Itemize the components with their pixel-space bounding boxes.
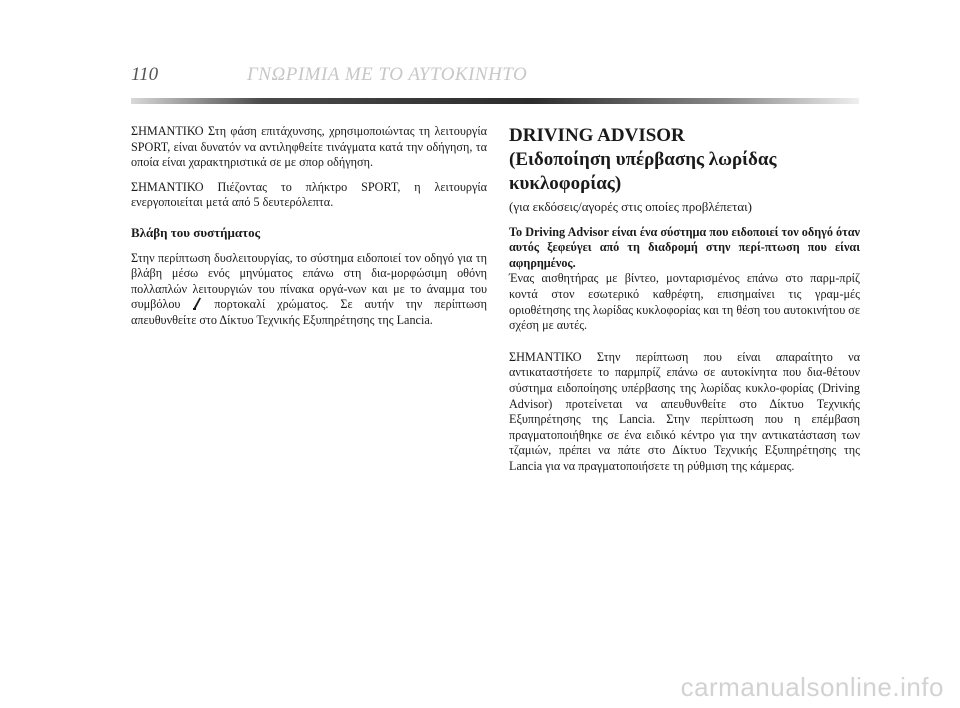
section-title-lane-departure: (Ειδοποίηση υπέρβασης λωρίδας κυκλοφορίας) <box>509 149 777 194</box>
page-number: 110 <box>131 64 159 85</box>
section-title-note: (για εκδόσεις/αγορές στις οποίες προβλέπεται) <box>509 199 752 214</box>
section-title-driving-advisor: DRIVING ADVISOR <box>509 125 685 146</box>
paragraph-sport-acceleration: ΣΗΜΑΝΤΙΚΟ Στη φάση επιτάχυνσης, χρησιμοποιώντας τη λειτουργία SPORT, είναι δυνατόν να αντιληφθείτε τινάγματα κατά την οδήγηση, τα οποία είναι χαρακτηριστικά σε με σπορ οδήγηση. <box>131 124 487 170</box>
warning-symbol-icon <box>192 297 202 310</box>
header-rule <box>131 98 859 104</box>
subheading-system-failure: Βλάβη του συστήματος <box>131 224 261 240</box>
paragraph-failure-text-a: Στην περίπτωση δυσλειτουργίας, το σύστημα ειδοποιεί τον οδηγό για τη βλάβη μέσω ενός μηνύματος επάνω στη δια-μορφώσιμη οθόνη πολλαπλών λειτουργιών του πίνακα οργά-νων και με το άναμμα του συμβόλου <box>131 250 487 312</box>
watermark: carmanualsonline.info <box>680 672 944 702</box>
paragraph-failure-text-b: πορτοκαλί χρώματος. Σε αυτήν την περίπτωση απευθυνθείτε στο Δίκτυο Τεχνικής Εξυπηρέτησης της Lancia. <box>131 297 487 327</box>
right-column <box>509 124 860 475</box>
paragraph-video-sensor: Ένας αισθητήρας με βίντεο, μονταρισμένος επάνω στο παρμ-πρίζ κοντά στον εσωτερικό καθρέφτη, επισημαίνει τις γραμ-μές οριοθέτησης της λωρίδας κυκλοφορίας και τη θέση του αυτοκινήτου σε σχέση με αυτές. <box>509 271 860 333</box>
paragraph-system-failure <box>131 251 487 329</box>
paragraph-windscreen-replacement: ΣΗΜΑΝΤΙΚΟ Στην περίπτωση που είναι απαραίτητο να αντικαταστήσετε το παρμπρίζ επάνω σε αυτοκίνητα που δια-θέτουν σύστημα ειδοποίησης υπέρβασης της λωρίδας κυκλο-φορίας (Driving Advisor) προτείνεται να απευθυνθείτε στο Δίκτυο Τεχνικής Εξυπηρέτησης της Lancia. Στην περίπτωση που η επέμβαση πραγματοποιήθηκε σε ένα ειδικό κέντρο για την αντικατάσταση των τζαμιών, πρέπει να πάτε στο Δίκτυο Τεχνικής Εξυπηρέτησης της Lancia για να πραγματοποιήσετε τη ρύθμιση της κάμερας. <box>509 349 860 473</box>
paragraph-sport-button: ΣΗΜΑΝΤΙΚΟ Πιέζοντας το πλήκτρο SPORT, η λειτουργία ενεργοποιείται μετά από 5 δευτερόλεπτα. <box>131 179 487 210</box>
left-column <box>131 124 487 329</box>
page-header-title: ΓΝΩΡΙΜΙΑ ΜΕ ΤΟ ΑΥΤΟΚΙΝΗΤΟ <box>247 64 528 85</box>
paragraph-driving-advisor-intro: Το Driving Advisor είναι ένα σύστημα που ειδοποιεί τον οδηγό όταν αυτός ξεφεύγει από τη διαδρομή στην περί-πτωση που είναι αφηρημένος. <box>509 224 860 270</box>
